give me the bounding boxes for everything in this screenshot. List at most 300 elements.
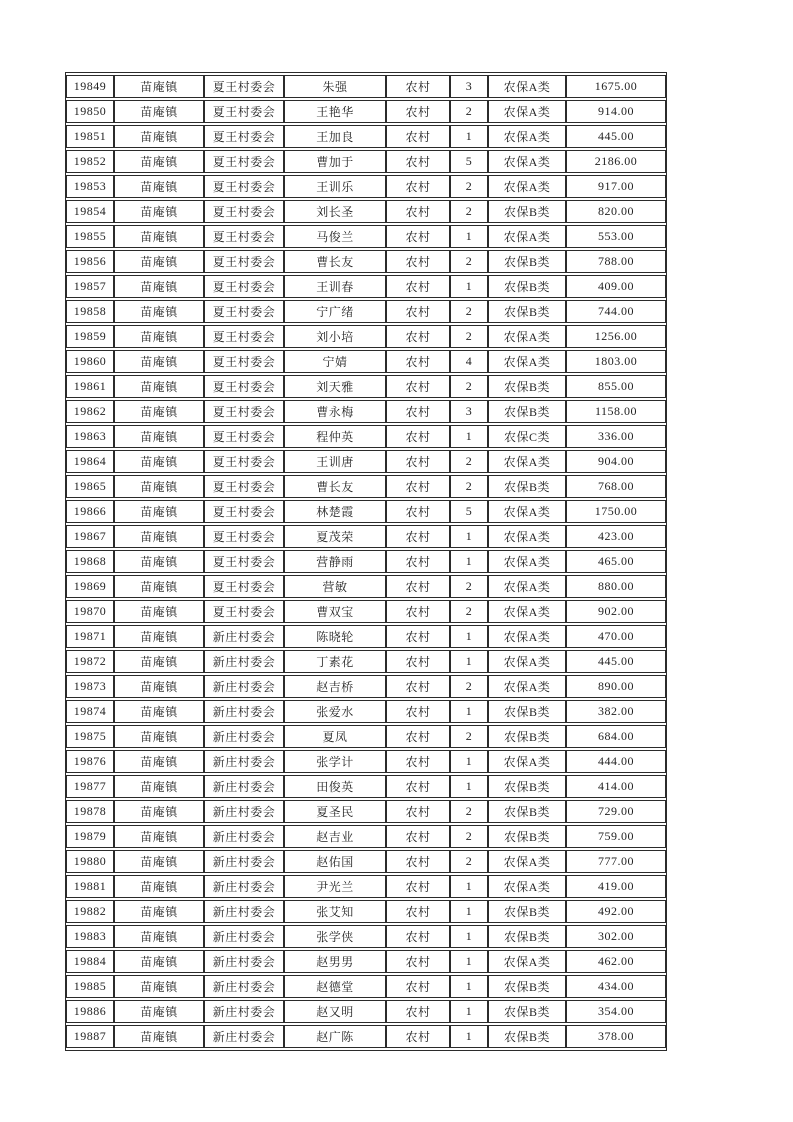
cell-town: 苗庵镇 [114,525,204,548]
cell-amount: 880.00 [566,575,666,598]
cell-person-name: 张学计 [284,750,386,773]
cell-residence-type: 农村 [386,475,450,498]
cell-insurance-category: 农保B类 [488,800,566,823]
cell-person-name: 张学侠 [284,925,386,948]
cell-serial-number: 19873 [66,675,114,698]
cell-amount: 917.00 [566,175,666,198]
table-row [66,725,666,748]
cell-person-name: 赵广陈 [284,1025,386,1048]
cell-insurance-category: 农保A类 [488,525,566,548]
cell-serial-number: 19866 [66,500,114,523]
cell-town: 苗庵镇 [114,325,204,348]
cell-town: 苗庵镇 [114,575,204,598]
cell-residence-type: 农村 [386,275,450,298]
cell-amount: 1750.00 [566,500,666,523]
table-row [66,825,666,848]
cell-amount: 684.00 [566,725,666,748]
cell-insurance-category: 农保B类 [488,1025,566,1048]
cell-serial-number: 19865 [66,475,114,498]
cell-serial-number: 19876 [66,750,114,773]
cell-person-count: 1 [450,750,488,773]
table-row [66,425,666,448]
cell-person-count: 1 [450,225,488,248]
table-row [66,850,666,873]
cell-residence-type: 农村 [386,175,450,198]
cell-residence-type: 农村 [386,450,450,473]
table-row [66,450,666,473]
cell-amount: 553.00 [566,225,666,248]
cell-serial-number: 19857 [66,275,114,298]
cell-residence-type: 农村 [386,500,450,523]
table-row [66,75,666,98]
cell-person-count: 3 [450,400,488,423]
cell-town: 苗庵镇 [114,250,204,273]
cell-insurance-category: 农保A类 [488,350,566,373]
table-row [66,575,666,598]
cell-person-count: 5 [450,150,488,173]
cell-person-count: 2 [450,100,488,123]
cell-person-name: 王训乐 [284,175,386,198]
cell-person-count: 2 [450,325,488,348]
cell-town: 苗庵镇 [114,650,204,673]
cell-town: 苗庵镇 [114,825,204,848]
cell-serial-number: 19882 [66,900,114,923]
cell-town: 苗庵镇 [114,150,204,173]
cell-serial-number: 19883 [66,925,114,948]
cell-village-committee: 夏王村委会 [204,75,284,98]
cell-insurance-category: 农保A类 [488,100,566,123]
cell-person-name: 丁素花 [284,650,386,673]
cell-person-name: 王艳华 [284,100,386,123]
cell-serial-number: 19880 [66,850,114,873]
cell-amount: 855.00 [566,375,666,398]
cell-residence-type: 农村 [386,725,450,748]
cell-village-committee: 夏王村委会 [204,475,284,498]
cell-town: 苗庵镇 [114,675,204,698]
cell-person-name: 曹双宝 [284,600,386,623]
cell-insurance-category: 农保B类 [488,725,566,748]
cell-person-name: 赵吉桥 [284,675,386,698]
cell-person-name: 刘天雅 [284,375,386,398]
cell-person-count: 1 [450,425,488,448]
cell-serial-number: 19851 [66,125,114,148]
table-row [66,750,666,773]
cell-serial-number: 19859 [66,325,114,348]
cell-residence-type: 农村 [386,375,450,398]
cell-town: 苗庵镇 [114,275,204,298]
cell-residence-type: 农村 [386,825,450,848]
cell-residence-type: 农村 [386,75,450,98]
table-row [66,125,666,148]
cell-amount: 729.00 [566,800,666,823]
cell-insurance-category: 农保A类 [488,75,566,98]
cell-amount: 414.00 [566,775,666,798]
cell-amount: 2186.00 [566,150,666,173]
cell-town: 苗庵镇 [114,75,204,98]
table-row [66,100,666,123]
cell-insurance-category: 农保B类 [488,925,566,948]
cell-town: 苗庵镇 [114,1025,204,1048]
table-row [66,700,666,723]
cell-person-count: 1 [450,975,488,998]
cell-person-count: 2 [450,475,488,498]
table-row [66,800,666,823]
cell-town: 苗庵镇 [114,125,204,148]
cell-person-count: 1 [450,925,488,948]
cell-residence-type: 农村 [386,400,450,423]
cell-village-committee: 夏王村委会 [204,125,284,148]
cell-residence-type: 农村 [386,750,450,773]
cell-person-count: 2 [450,825,488,848]
cell-town: 苗庵镇 [114,300,204,323]
cell-insurance-category: 农保B类 [488,900,566,923]
cell-serial-number: 19850 [66,100,114,123]
cell-amount: 444.00 [566,750,666,773]
table-row [66,525,666,548]
cell-insurance-category: 农保A类 [488,150,566,173]
table-row [66,275,666,298]
cell-town: 苗庵镇 [114,925,204,948]
cell-residence-type: 农村 [386,800,450,823]
cell-person-name: 田俊英 [284,775,386,798]
cell-person-count: 2 [450,175,488,198]
table-row [66,1025,666,1048]
cell-amount: 759.00 [566,825,666,848]
cell-person-name: 宁广绪 [284,300,386,323]
table-row [66,925,666,948]
cell-amount: 768.00 [566,475,666,498]
cell-village-committee: 夏王村委会 [204,275,284,298]
cell-amount: 1803.00 [566,350,666,373]
cell-serial-number: 19874 [66,700,114,723]
cell-person-name: 曹永梅 [284,400,386,423]
cell-serial-number: 19861 [66,375,114,398]
cell-person-count: 1 [450,700,488,723]
cell-person-name: 林楚霞 [284,500,386,523]
cell-amount: 409.00 [566,275,666,298]
cell-village-committee: 夏王村委会 [204,175,284,198]
cell-residence-type: 农村 [386,200,450,223]
cell-person-count: 2 [450,600,488,623]
cell-amount: 890.00 [566,675,666,698]
cell-residence-type: 农村 [386,100,450,123]
cell-residence-type: 农村 [386,300,450,323]
cell-person-count: 2 [450,200,488,223]
table-row [66,1000,666,1023]
cell-insurance-category: 农保A类 [488,125,566,148]
cell-insurance-category: 农保B类 [488,775,566,798]
cell-person-name: 夏茂荣 [284,525,386,548]
cell-town: 苗庵镇 [114,475,204,498]
cell-person-name: 陈晓轮 [284,625,386,648]
cell-serial-number: 19878 [66,800,114,823]
cell-serial-number: 19869 [66,575,114,598]
cell-serial-number: 19855 [66,225,114,248]
cell-serial-number: 19887 [66,1025,114,1048]
cell-person-name: 赵男男 [284,950,386,973]
cell-residence-type: 农村 [386,150,450,173]
cell-insurance-category: 农保A类 [488,650,566,673]
cell-village-committee: 新庄村委会 [204,1025,284,1048]
cell-person-count: 2 [450,575,488,598]
cell-person-count: 4 [450,350,488,373]
cell-serial-number: 19862 [66,400,114,423]
cell-person-name: 程仲英 [284,425,386,448]
table-row [66,775,666,798]
table-row [66,625,666,648]
cell-amount: 423.00 [566,525,666,548]
cell-person-name: 夏凤 [284,725,386,748]
cell-person-name: 马俊兰 [284,225,386,248]
cell-village-committee: 新庄村委会 [204,725,284,748]
cell-serial-number: 19886 [66,1000,114,1023]
cell-amount: 904.00 [566,450,666,473]
cell-residence-type: 农村 [386,975,450,998]
cell-residence-type: 农村 [386,775,450,798]
cell-person-name: 营敏 [284,575,386,598]
cell-insurance-category: 农保B类 [488,700,566,723]
cell-town: 苗庵镇 [114,625,204,648]
cell-village-committee: 夏王村委会 [204,325,284,348]
cell-residence-type: 农村 [386,925,450,948]
table-row [66,175,666,198]
cell-amount: 744.00 [566,300,666,323]
cell-insurance-category: 农保C类 [488,425,566,448]
cell-insurance-category: 农保A类 [488,325,566,348]
cell-town: 苗庵镇 [114,1000,204,1023]
cell-amount: 1256.00 [566,325,666,348]
cell-insurance-category: 农保B类 [488,475,566,498]
table-row [66,900,666,923]
cell-village-committee: 夏王村委会 [204,600,284,623]
cell-town: 苗庵镇 [114,200,204,223]
table-row [66,475,666,498]
cell-person-name: 王训唐 [284,450,386,473]
cell-village-committee: 夏王村委会 [204,150,284,173]
cell-residence-type: 农村 [386,575,450,598]
cell-amount: 465.00 [566,550,666,573]
table-row [66,325,666,348]
cell-person-name: 赵佑国 [284,850,386,873]
cell-village-committee: 新庄村委会 [204,900,284,923]
cell-village-committee: 夏王村委会 [204,375,284,398]
cell-amount: 445.00 [566,650,666,673]
cell-town: 苗庵镇 [114,375,204,398]
table-row [66,400,666,423]
cell-serial-number: 19875 [66,725,114,748]
cell-village-committee: 新庄村委会 [204,675,284,698]
cell-village-committee: 夏王村委会 [204,525,284,548]
cell-village-committee: 新庄村委会 [204,750,284,773]
cell-serial-number: 19877 [66,775,114,798]
cell-serial-number: 19858 [66,300,114,323]
cell-serial-number: 19884 [66,950,114,973]
cell-residence-type: 农村 [386,250,450,273]
cell-residence-type: 农村 [386,650,450,673]
cell-serial-number: 19863 [66,425,114,448]
cell-insurance-category: 农保A类 [488,500,566,523]
cell-insurance-category: 农保B类 [488,825,566,848]
cell-person-name: 张爱水 [284,700,386,723]
cell-town: 苗庵镇 [114,975,204,998]
cell-insurance-category: 农保B类 [488,975,566,998]
cell-person-name: 张艾知 [284,900,386,923]
cell-town: 苗庵镇 [114,725,204,748]
table-row [66,975,666,998]
cell-town: 苗庵镇 [114,175,204,198]
cell-insurance-category: 农保B类 [488,1000,566,1023]
cell-amount: 419.00 [566,875,666,898]
cell-person-count: 1 [450,950,488,973]
cell-person-name: 夏圣民 [284,800,386,823]
cell-person-name: 赵德堂 [284,975,386,998]
cell-person-count: 1 [450,900,488,923]
table-body [66,75,666,1048]
cell-town: 苗庵镇 [114,850,204,873]
table-row [66,550,666,573]
cell-village-committee: 夏王村委会 [204,550,284,573]
cell-person-count: 1 [450,1000,488,1023]
cell-amount: 902.00 [566,600,666,623]
cell-residence-type: 农村 [386,325,450,348]
table-row [66,650,666,673]
cell-town: 苗庵镇 [114,550,204,573]
table-row [66,600,666,623]
cell-person-count: 2 [450,450,488,473]
cell-residence-type: 农村 [386,900,450,923]
cell-village-committee: 夏王村委会 [204,225,284,248]
cell-serial-number: 19867 [66,525,114,548]
cell-person-count: 2 [450,850,488,873]
cell-person-count: 1 [450,525,488,548]
cell-village-committee: 新庄村委会 [204,800,284,823]
cell-village-committee: 夏王村委会 [204,300,284,323]
cell-insurance-category: 农保A类 [488,225,566,248]
table-row [66,375,666,398]
cell-residence-type: 农村 [386,1025,450,1048]
cell-residence-type: 农村 [386,675,450,698]
cell-insurance-category: 农保A类 [488,750,566,773]
cell-person-count: 1 [450,625,488,648]
cell-town: 苗庵镇 [114,500,204,523]
cell-town: 苗庵镇 [114,875,204,898]
cell-person-count: 2 [450,675,488,698]
cell-serial-number: 19849 [66,75,114,98]
cell-serial-number: 19871 [66,625,114,648]
cell-village-committee: 夏王村委会 [204,400,284,423]
cell-person-name: 曹长友 [284,250,386,273]
cell-insurance-category: 农保A类 [488,550,566,573]
cell-amount: 777.00 [566,850,666,873]
cell-town: 苗庵镇 [114,775,204,798]
cell-village-committee: 新庄村委会 [204,1000,284,1023]
cell-amount: 1158.00 [566,400,666,423]
cell-person-name: 曹加于 [284,150,386,173]
cell-person-count: 1 [450,550,488,573]
cell-village-committee: 夏王村委会 [204,450,284,473]
cell-insurance-category: 农保B类 [488,375,566,398]
cell-residence-type: 农村 [386,225,450,248]
cell-insurance-category: 农保A类 [488,625,566,648]
table-row [66,950,666,973]
cell-person-count: 3 [450,75,488,98]
table-row [66,875,666,898]
cell-residence-type: 农村 [386,425,450,448]
cell-amount: 378.00 [566,1025,666,1048]
cell-village-committee: 新庄村委会 [204,925,284,948]
cell-insurance-category: 农保B类 [488,200,566,223]
cell-amount: 434.00 [566,975,666,998]
cell-person-count: 2 [450,250,488,273]
cell-residence-type: 农村 [386,625,450,648]
cell-town: 苗庵镇 [114,700,204,723]
cell-insurance-category: 农保A类 [488,950,566,973]
cell-village-committee: 夏王村委会 [204,500,284,523]
cell-town: 苗庵镇 [114,400,204,423]
cell-village-committee: 夏王村委会 [204,100,284,123]
cell-town: 苗庵镇 [114,950,204,973]
cell-person-count: 1 [450,275,488,298]
cell-insurance-category: 农保A类 [488,600,566,623]
cell-person-name: 王加良 [284,125,386,148]
cell-serial-number: 19885 [66,975,114,998]
cell-person-name: 曹长友 [284,475,386,498]
cell-person-count: 2 [450,725,488,748]
cell-person-count: 2 [450,375,488,398]
cell-person-count: 1 [450,775,488,798]
cell-town: 苗庵镇 [114,350,204,373]
cell-insurance-category: 农保A类 [488,450,566,473]
cell-serial-number: 19872 [66,650,114,673]
cell-person-name: 赵又明 [284,1000,386,1023]
cell-person-name: 朱强 [284,75,386,98]
cell-person-name: 刘小培 [284,325,386,348]
cell-person-count: 1 [450,125,488,148]
cell-person-count: 1 [450,1025,488,1048]
cell-village-committee: 新庄村委会 [204,950,284,973]
table-row [66,500,666,523]
cell-residence-type: 农村 [386,1000,450,1023]
cell-person-name: 刘长圣 [284,200,386,223]
cell-village-committee: 夏王村委会 [204,350,284,373]
cell-residence-type: 农村 [386,125,450,148]
cell-residence-type: 农村 [386,700,450,723]
cell-village-committee: 新庄村委会 [204,875,284,898]
cell-village-committee: 新庄村委会 [204,650,284,673]
cell-village-committee: 夏王村委会 [204,200,284,223]
cell-person-count: 1 [450,650,488,673]
cell-serial-number: 19879 [66,825,114,848]
cell-person-count: 1 [450,875,488,898]
cell-amount: 354.00 [566,1000,666,1023]
cell-amount: 445.00 [566,125,666,148]
cell-insurance-category: 农保B类 [488,250,566,273]
cell-serial-number: 19881 [66,875,114,898]
cell-serial-number: 19854 [66,200,114,223]
cell-amount: 302.00 [566,925,666,948]
cell-person-name: 宁婧 [284,350,386,373]
cell-serial-number: 19868 [66,550,114,573]
cell-town: 苗庵镇 [114,900,204,923]
cell-residence-type: 农村 [386,525,450,548]
cell-amount: 470.00 [566,625,666,648]
cell-village-committee: 夏王村委会 [204,425,284,448]
cell-residence-type: 农村 [386,950,450,973]
cell-serial-number: 19852 [66,150,114,173]
cell-serial-number: 19864 [66,450,114,473]
cell-insurance-category: 农保A类 [488,675,566,698]
cell-town: 苗庵镇 [114,450,204,473]
